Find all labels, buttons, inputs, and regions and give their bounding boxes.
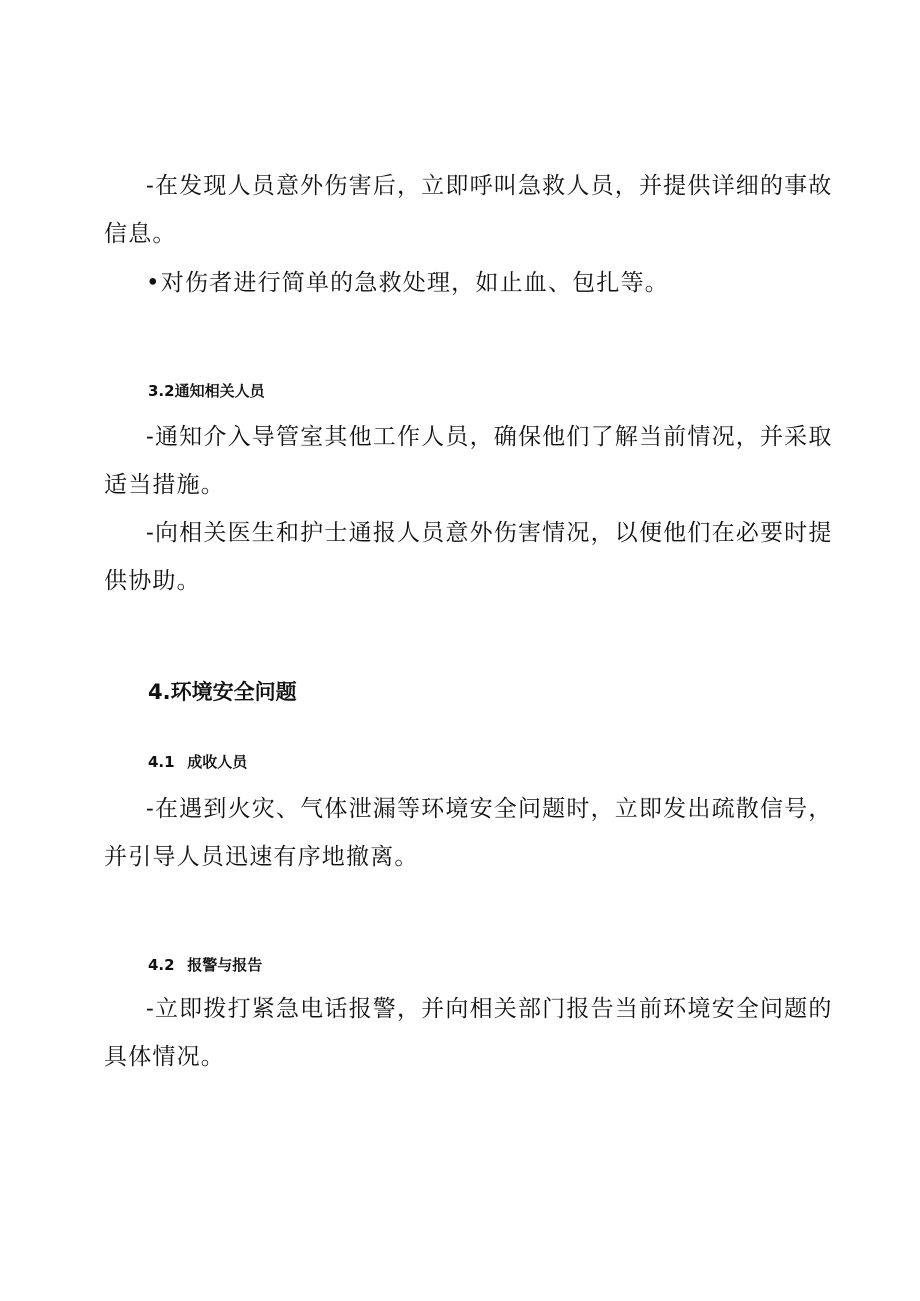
section-heading-4: 4.环境安全问题	[148, 680, 297, 704]
paragraph-notify-doctors-line-1: -向相关医生和护士通报人员意外伤害情况，以便他们在必要时提	[146, 520, 833, 546]
paragraph-first-aid-call-line-1: -在发现人员意外伤害后，立即呼叫急救人员，并提供详细的事故	[146, 173, 833, 199]
paragraph-alarm-report-line-2: 具体情况。	[104, 1044, 225, 1070]
paragraph-evacuation-line-2: 并引导人员迅速有序地撤离。	[104, 844, 419, 870]
section-number-4-2: 4.2	[148, 956, 175, 974]
section-heading-4-2	[148, 955, 262, 975]
section-title-4-1: 成收人员	[187, 753, 248, 771]
paragraph-first-aid-call-line-2: 信息。	[104, 221, 177, 247]
paragraph-simple-first-aid: •对伤者进行简单的急救处理，如止血、包扎等。	[146, 270, 669, 296]
paragraph-evacuation-line-1: -在遇到火灾、气体泄漏等环境安全问题时，立即发出疏散信号，	[146, 796, 833, 822]
paragraph-notify-staff-line-2: 适当措施。	[104, 472, 225, 498]
section-heading-3-2: 3.2通知相关人员	[148, 382, 265, 400]
section-number-4-1: 4.1	[148, 753, 175, 771]
paragraph-alarm-report-line-1: -立即拨打紧急电话报警，并向相关部门报告当前环境安全问题的	[146, 996, 833, 1022]
section-title-4-2: 报警与报告	[187, 956, 263, 974]
paragraph-notify-staff-line-1: -通知介入导管室其他工作人员，确保他们了解当前情况，并采取	[146, 424, 833, 450]
paragraph-notify-doctors-line-2: 供协助。	[104, 568, 201, 594]
section-heading-4-1	[148, 752, 247, 772]
